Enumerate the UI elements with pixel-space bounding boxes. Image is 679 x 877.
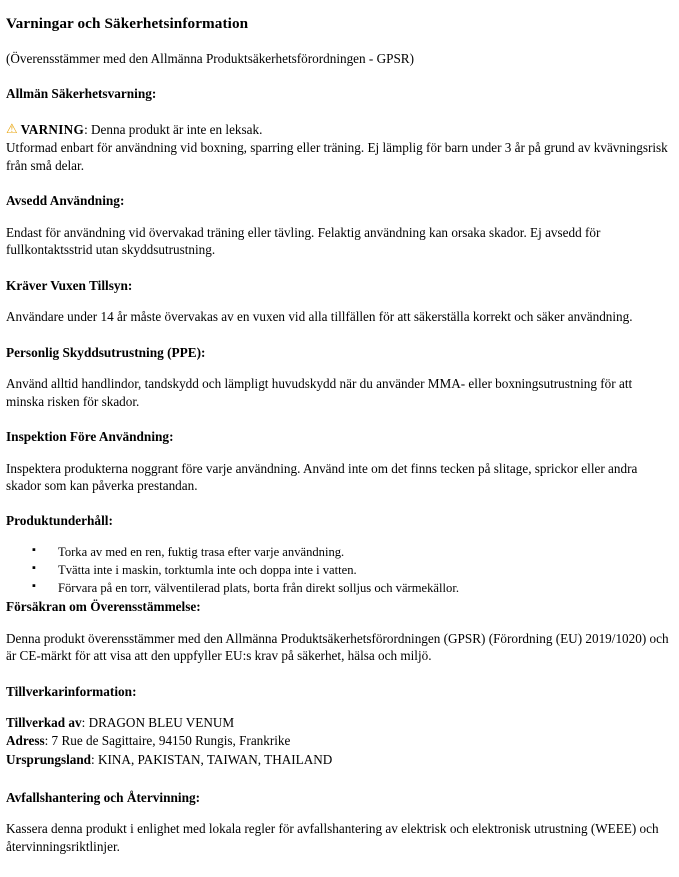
- section-heading-maintenance: Produktunderhåll:: [6, 513, 113, 529]
- origin-label: Ursprungsland: [6, 751, 92, 767]
- address-value: : 7 Rue de Sagittaire, 94150 Rungis, Frankrike: [44, 733, 291, 749]
- section-heading-ppe: Personlig Skyddsutrustning (PPE):: [6, 344, 206, 360]
- ppe-body: Använd alltid handlindor, tandskydd och lämpligt huvudskydd när du använder MMA- eller boxningsutrustning för att minska risken för skador.: [6, 376, 633, 409]
- declaration-body: Denna produkt överensstämmer med den Allmänna Produktsäkerhetsförordningen (GPSR) (Förordning (EU) 2019/1020) och är CE-märkt för att visa att den uppfyller EU:s krav på säkerhet, hälsa och miljö.: [6, 630, 669, 664]
- manufacturer-label: Tillverkad av: [6, 715, 82, 731]
- inspection-body: Inspektera produkterna noggrant före varje användning. Använd inte om det finns tecken på slitage, sprickor eller andra skador som kan påverka prestandan.: [6, 460, 638, 494]
- origin-line: [6, 751, 669, 769]
- maintenance-list: [6, 544, 669, 596]
- warning-word: VARNING: [20, 122, 85, 138]
- list-item: ▪ Tvätta inte i maskin, torktumla inte och doppa inte i vatten.: [32, 562, 669, 578]
- disposal-body: Kassera denna produkt i enlighet med lokala regler för avfallshantering av elektrisk och elektronisk utrustning (WEEE) och återvinningsriktlinjer.: [6, 821, 659, 854]
- intended-use-body: Endast för användning vid övervakad träning eller tävling. Felaktig användning kan orsaka skador. Ej avsedd för fullkontaktsstrid utan skyddsutrustning.: [6, 224, 601, 258]
- manufacturer-line: [6, 714, 669, 732]
- section-heading-intended-use: Avsedd Användning:: [6, 193, 125, 209]
- section-heading-adult-supervision: Kräver Vuxen Tillsyn:: [6, 277, 133, 293]
- general-warning-body: Utformad enbart för användning vid boxning, sparring eller träning. Ej lämplig för barn under 3 år på grund av kvävningsrisk från små delar.: [6, 140, 668, 173]
- manufacturer-value: : DRAGON BLEU VENUM: [81, 715, 235, 731]
- regulation-subtitle: (Överensstämmer med den Allmänna Produktsäkerhetsförordningen - GPSR): [6, 51, 414, 67]
- page-title: Varningar och Säkerhetsinformation: [6, 15, 249, 32]
- section-heading-manufacturer: Tillverkarinformation:: [6, 683, 137, 699]
- section-heading-declaration: Försäkran om Överensstämmelse:: [6, 599, 201, 615]
- section-heading-disposal: Avfallshantering och Återvinning:: [6, 789, 201, 805]
- warning-triangle-icon: ⚠: [6, 121, 18, 137]
- adult-supervision-body: Användare under 14 år måste övervakas av en vuxen vid alla tillfällen för att säkerställa korrekt och säker användning.: [6, 309, 633, 325]
- list-item: ▪ Torka av med en ren, fuktig trasa efter varje användning.: [32, 544, 669, 560]
- section-heading-inspection: Inspektion Före Användning:: [6, 429, 174, 445]
- general-warning-line: [6, 120, 669, 138]
- address-label: Adress: [6, 733, 45, 749]
- address-line: [6, 732, 669, 750]
- manufacturer-details: [6, 714, 669, 769]
- warning-lead-text: : Denna produkt är inte en leksak.: [84, 122, 263, 138]
- section-heading-general-safety: Allmän Säkerhetsvarning:: [6, 86, 157, 102]
- list-item: ▪ Förvara på en torr, välventilerad plats, borta från direkt solljus och värmekällor.: [32, 580, 669, 596]
- origin-value: : KINA, PAKISTAN, TAIWAN, THAILAND: [91, 751, 333, 767]
